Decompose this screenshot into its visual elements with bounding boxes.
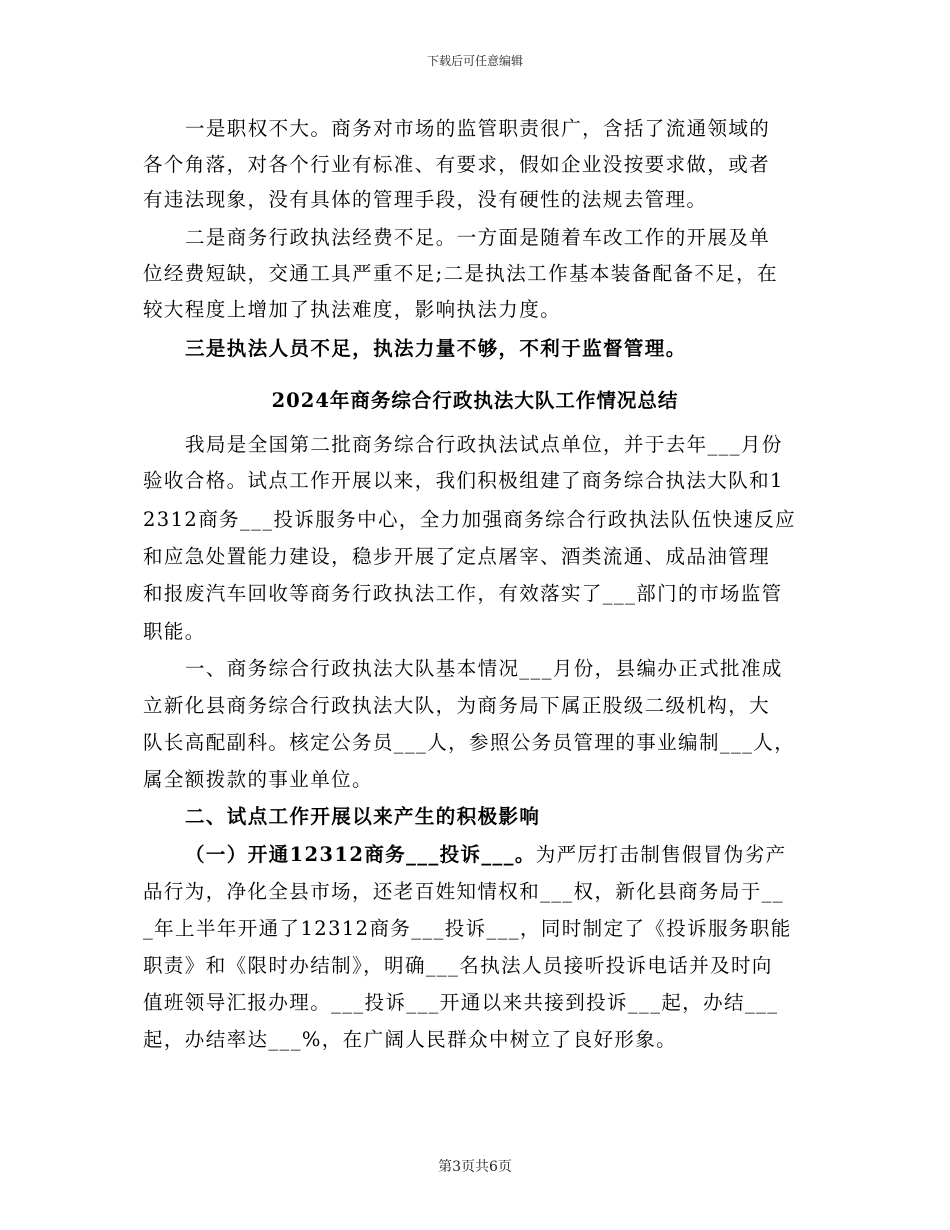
paragraph-line: 验收合格。试点工作开展以来，我们积极组建了商务综合执法大队和1 bbox=[143, 469, 784, 492]
paragraph-line-mixed bbox=[185, 843, 808, 867]
bold-lead-in: （一）开通12312商务___投诉___。 bbox=[185, 843, 536, 866]
paragraph-text: 为严厉打击制售假冒伪劣产 bbox=[535, 843, 787, 866]
paragraph-line: _年上半年开通了12312商务___投诉___，同时制定了《投诉服务职能 bbox=[143, 917, 792, 940]
paragraph-line: 2312商务___投诉服务中心，全力加强商务综合行政执法队伍快速反应 bbox=[143, 508, 796, 531]
paragraph-line: 职能。 bbox=[143, 620, 206, 643]
paragraph-line: 和应急处置能力建设，稳步开展了定点屠宰、酒类流通、成品油管理 bbox=[143, 545, 771, 568]
section-title: 2024年商务综合行政执法大队工作情况总结 bbox=[271, 389, 679, 412]
paragraph-line: 职责》和《限时办结制》，明确___名执法人员接听投诉电话并及时向 bbox=[143, 954, 773, 977]
paragraph-line: 一、商务综合行政执法大队基本情况___月份，县编办正式批准成 bbox=[185, 657, 783, 680]
paragraph-line: 值班领导汇报办理。___投诉___开通以来共接到投诉___起，办结___ bbox=[143, 991, 779, 1014]
subsection-heading: 二、试点工作开展以来产生的积极影响 bbox=[185, 805, 541, 828]
paragraph-line: 一是职权不大。商务对市场的监管职责很广，含括了流通领域的 bbox=[185, 117, 771, 140]
paragraph-line: 较大程度上增加了执法难度，影响执法力度。 bbox=[143, 298, 562, 321]
page-footer: 第3页共6页 bbox=[438, 1159, 512, 1175]
paragraph-line: 品行为，净化全县市场，还老百姓知情权和___权，新化县商务局于__ bbox=[143, 880, 784, 903]
bold-paragraph-line: 三是执法人员不足，执法力量不够，不利于监督管理。 bbox=[185, 337, 687, 360]
paragraph-line: 属全额拨款的事业单位。 bbox=[143, 768, 373, 791]
paragraph-line: 各个角落，对各个行业有标准、有要求，假如企业没按要求做，或者 bbox=[143, 153, 771, 176]
paragraph-line: 和报废汽车回收等商务行政执法工作，有效落实了___部门的市场监管 bbox=[143, 582, 783, 605]
paragraph-line: 队长高配副科。核定公务员___人，参照公务员管理的事业编制___人， bbox=[143, 731, 796, 754]
page-header: 下载后可任意编辑 bbox=[426, 54, 523, 68]
paragraph-line: 起，办结率达___%，在广阔人民群众中树立了良好形象。 bbox=[143, 1028, 678, 1051]
paragraph-line: 位经费短缺，交通工具严重不足;二是执法工作基本装备配备不足，在 bbox=[143, 262, 778, 285]
paragraph-line: 我局是全国第二批商务综合行政执法试点单位，并于去年___月份 bbox=[185, 433, 783, 456]
paragraph-line: 立新化县商务综合行政执法大队，为商务局下属正股级二级机构，大 bbox=[143, 694, 771, 717]
paragraph-line: 二是商务行政执法经费不足。一方面是随着车改工作的开展及单 bbox=[185, 226, 771, 249]
paragraph-line: 有违法现象，没有具体的管理手段，没有硬性的法规去管理。 bbox=[143, 188, 708, 211]
